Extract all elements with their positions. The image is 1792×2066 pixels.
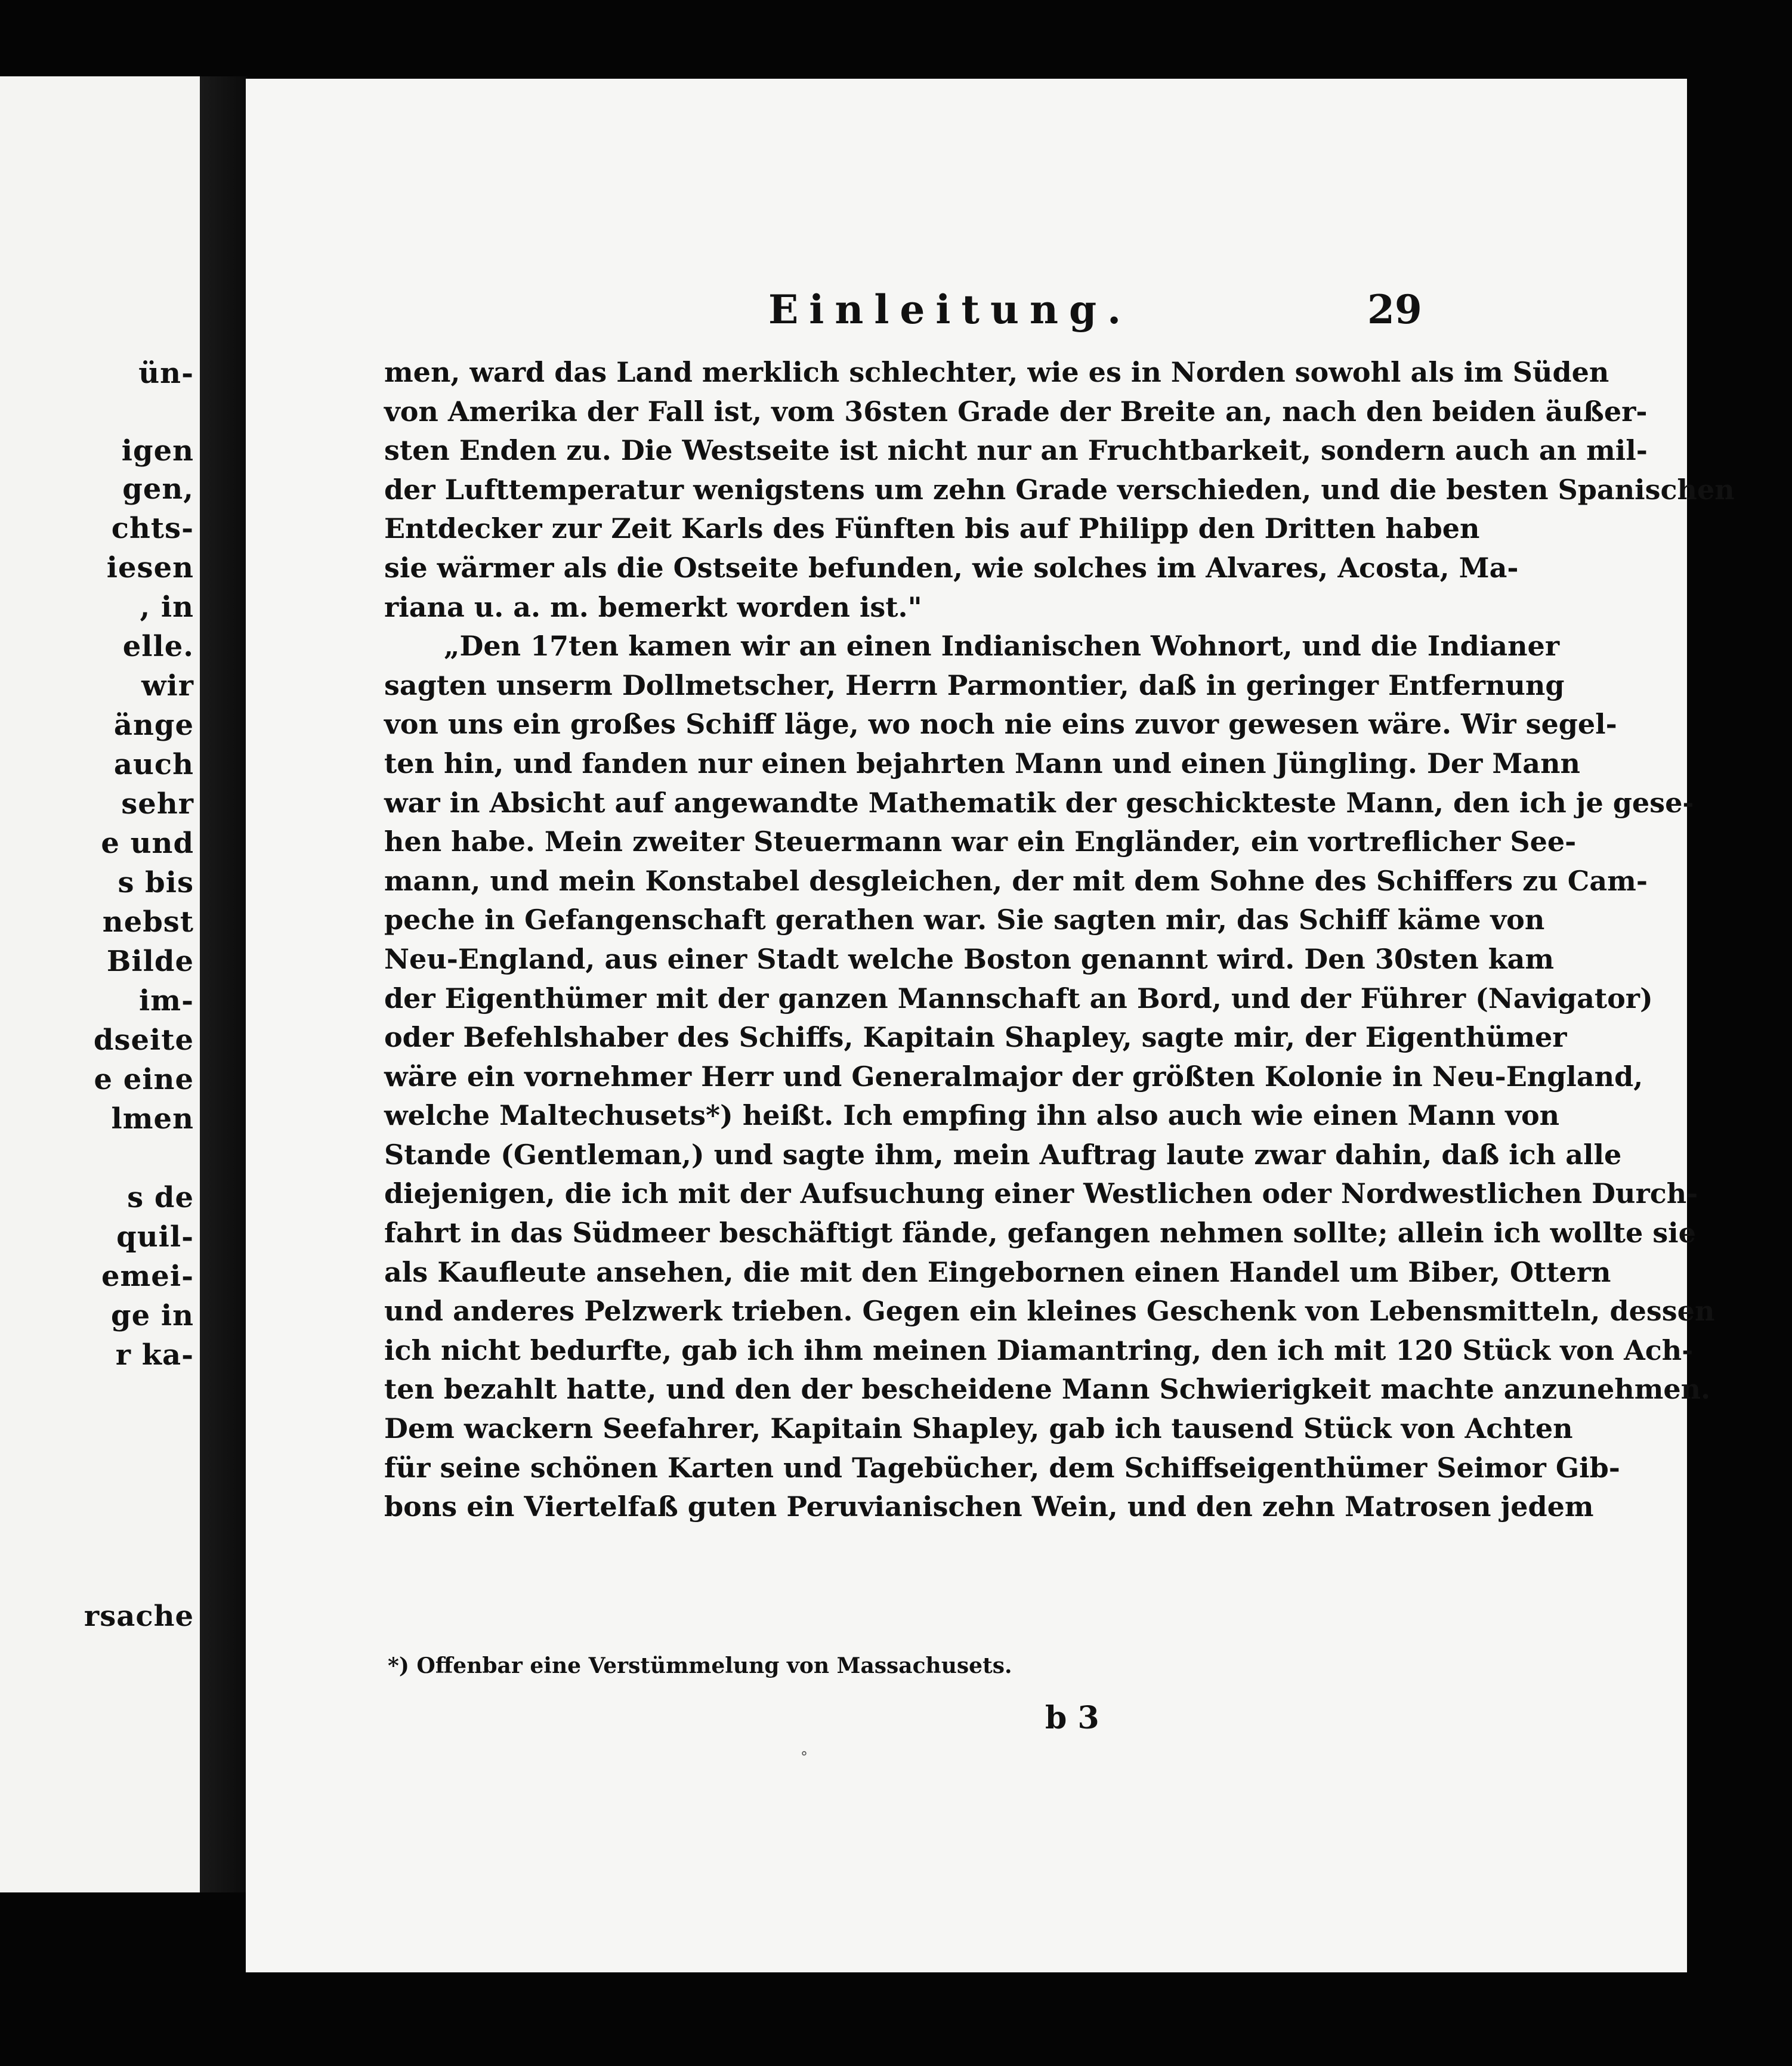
text-line: sten Enden zu. Die Westseite ist nicht nur an Fruchtbarkeit, sondern auch an mil- [384,434,1648,467]
facing-page-fragment: s de [127,1181,194,1214]
text-line: fahrt in das Südmeer beschäftigt fände, gefangen nehmen sollte; allein ich wollte sie [384,1217,1696,1250]
text-line: men, ward das Land merklich schlechter, wie es in Norden sowohl als im Süden [384,356,1609,388]
text-line: Entdecker zur Zeit Karls des Fünften bis auf Philipp den Dritten haben [384,512,1480,545]
text-line: ich nicht bedurfte, gab ich ihm meinen Diamantring, den ich mit 120 Stück von Ach- [384,1334,1694,1366]
text-line: riana u. a. m. bemerkt worden ist." [384,590,922,623]
body-text [384,353,1735,1527]
page-header [246,286,1687,340]
text-line: peche in Gefangenschaft gerathen war. Sie sagten mir, das Schiff käme von [384,904,1545,936]
text-line: bons ein Viertelfaß guten Peruvianischen Wein, und den zehn Matrosen jedem [384,1490,1594,1523]
page-number: 29 [1367,286,1422,333]
facing-page-fragment: änge [113,709,194,742]
footnote: *) Offenbar eine Verstümmelung von Massachusets. [388,1653,1012,1678]
facing-page-fragment: lmen [111,1102,194,1136]
text-line: ten hin, und fanden nur einen bejahrten Mann und einen Jüngling. Der Mann [384,747,1580,780]
text-line: welche Maltechusets*) heißt. Ich empfing ihn also auch wie einen Mann von [384,1099,1560,1132]
facing-page-fragment: im- [139,984,194,1017]
text-line: von Amerika der Fall ist, vom 36sten Grade der Breite an, nach den beiden äußer- [384,395,1648,428]
text-line: Dem wackern Seefahrer, Kapitain Shapley, gab ich tausend Stück von Achten [384,1412,1573,1445]
text-line: oder Befehlshaber des Schiffs, Kapitain Shapley, sagte mir, der Eigenthümer [384,1021,1567,1054]
text-line: ten bezahlt hatte, und den der bescheidene Mann Schwierigkeit machte anzunehmen. [384,1373,1711,1406]
text-line: als Kaufleute ansehen, die mit den Eingebornen einen Handel um Biber, Ottern [384,1255,1611,1288]
text-line: hen habe. Mein zweiter Steuermann war ein Engländer, ein vortreflicher See- [384,825,1577,858]
running-title: Einleitung. [768,286,1132,333]
text-line: „Den 17ten kamen wir an einen Indianischen Wohnort, und die Indianer [444,630,1560,663]
book-gutter [200,76,248,1892]
paper-speck: ° [801,1749,808,1765]
facing-page-fragment: auch [113,748,194,781]
text-line: von uns ein großes Schiff läge, wo noch nie eins zuvor gewesen wäre. Wir segel- [384,708,1617,741]
facing-page-fragment: gen, [122,472,194,506]
facing-page-fragment: iesen [106,551,194,584]
facing-page-fragment: Bilde [106,945,194,978]
text-line: diejenigen, die ich mit der Aufsuchung einer Westlichen oder Nordwestlichen Durch- [384,1177,1698,1210]
facing-page-fragment: elle. [122,630,194,663]
facing-page-fragment: r ka- [115,1338,194,1372]
text-line: für seine schönen Karten und Tagebücher, dem Schiffseigenthümer Seimor Gib- [384,1451,1620,1484]
facing-page-fragment: e eine [94,1063,194,1096]
text-line: sagten unserm Dollmetscher, Herrn Parmontier, daß in geringer Entfernung [384,669,1565,701]
signature-mark: b 3 [1045,1700,1099,1736]
text-line: mann, und mein Konstabel desgleichen, der mit dem Sohne des Schiffers zu Cam- [384,864,1648,897]
text-line: wäre ein vornehmer Herr und Generalmajor der größten Kolonie in Neu-England, [384,1060,1643,1093]
facing-page-fragment: s bis [118,866,194,899]
facing-page-fragment: ün- [138,357,194,390]
facing-page-fragment: wir [141,669,194,703]
facing-page-fragment: ge in [111,1299,194,1332]
text-line: war in Absicht auf angewandte Mathematik der geschickteste Mann, den ich je gese- [384,786,1694,819]
facing-page-fragment: igen [121,434,194,468]
facing-page-fragment: , in [140,590,194,624]
book-page [246,79,1735,1972]
facing-page-fragment: emei- [101,1260,194,1293]
facing-page-fragment: rsache [84,1600,194,1633]
facing-page-fragment: dseite [93,1023,194,1057]
text-line: der Lufttemperatur wenigstens um zehn Grade verschieden, und die besten Spanischen [384,473,1735,506]
facing-page-fragment: quil- [116,1220,194,1254]
facing-page-fragment: chts- [111,512,194,545]
text-line: Stande (Gentleman,) und sagte ihm, mein Auftrag laute zwar dahin, daß ich alle [384,1138,1622,1171]
text-line: Neu-England, aus einer Stadt welche Boston genannt wird. Den 30sten kam [384,942,1555,975]
text-line: sie wärmer als die Ostseite befunden, wie solches im Alvares, Acosta, Ma- [384,551,1519,584]
text-line: und anderes Pelzwerk trieben. Gegen ein kleines Geschenk von Lebensmitteln, dessen [384,1295,1715,1328]
facing-page [0,76,200,1892]
facing-page-fragment: nebst [102,905,194,939]
facing-page-fragment: sehr [121,787,194,821]
facing-page-fragment: e und [101,827,194,860]
text-line: der Eigenthümer mit der ganzen Mannschaft an Bord, und der Führer (Navigator) [384,982,1653,1015]
